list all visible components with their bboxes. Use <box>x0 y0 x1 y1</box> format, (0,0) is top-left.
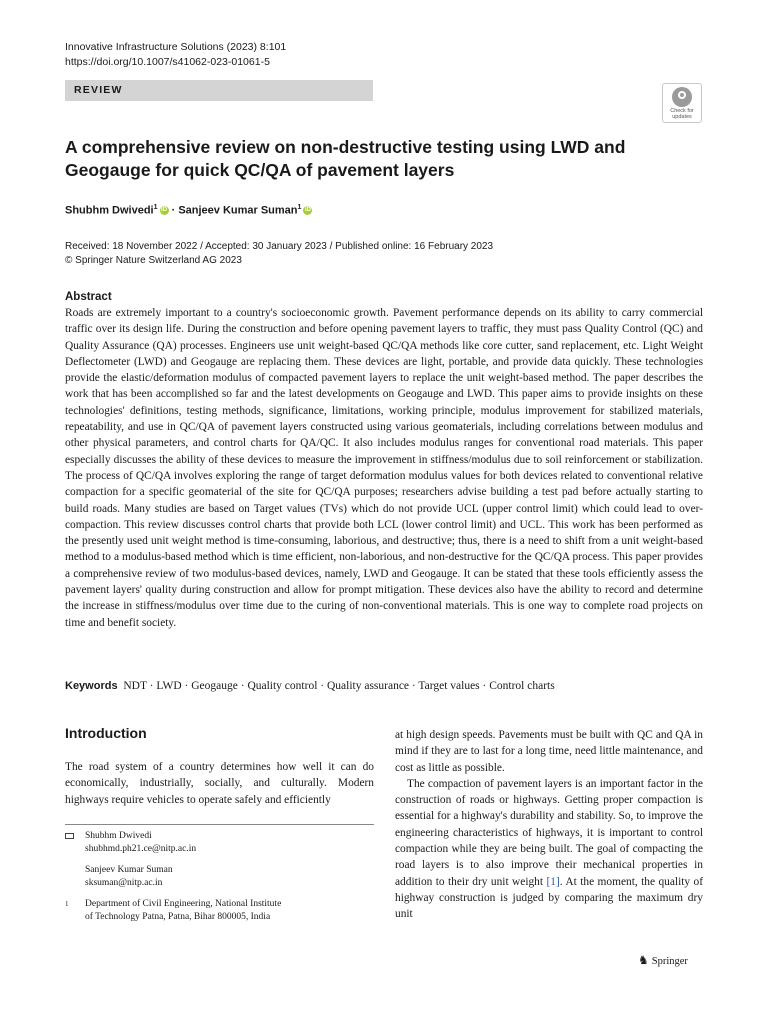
section-label: REVIEW <box>65 80 373 101</box>
publisher-logo <box>638 953 688 968</box>
footnote-divider <box>65 824 374 825</box>
copyright: © Springer Nature Switzerland AG 2023 <box>65 254 242 266</box>
affiliation-line: of Technology Patna, Patna, Bihar 800005, India <box>85 912 271 922</box>
paragraph-text: . At the moment, the quality of highway construction is judged by comparing the maximum dry unit <box>395 875 703 921</box>
author-separator: · <box>168 204 179 217</box>
intro-paragraph <box>395 776 703 923</box>
abstract-text: Roads are extremely important to a country's socioeconomic growth. Pavement performance depends on its ability to carry commercial traffic over its design life. During the construction and before opening pavement layers to traffic, they must pass Quality Control (QC) and Quality Assurance (QA) processes. Engineers use unit weight-based QC/QA methods like core cutter, sand replacement, etc. Light Weight Deflectometer (LWD) and Geogauge are replacing them. These devices are light, portable, and provide data quickly. These technologies provide the elastic/deformation modulus of compacted pavement layers to replace the unit weight-based method. The paper describes the work that has been accomplished so far and the latest developments on Geogauge and LWD. This paper aims to provide insights on these technologies' definitions, testing methods, significance, limitations, working principle, modulus improvement for stabilized materials, repeatability, and use in QC/QA of pavement layers constructed using various geomaterials, including correlations between modulus and other physical parameters, and control charts for QA/QC. It also includes modulus ranges for conventional road materials. This paper especially discusses the ability of these devices to measure the improvement in stiffness/modulus due to soil reinforcement or stabilization. The process of QC/QA involves exploring the range of target deformation modulus values for both devices related to conventional relative compaction for a specific geomaterial of the site for QC/QA purposes; researchers advise building a test pad before actually starting to build roads. Many studies are based on Target values (TVs) which do not provide UCL (upper control limit) which could lead to over-compaction. This review discusses control charts that provide both LCL (lower control limit) and UCL. This work has been performed as the presently used unit weight method is time-consuming, laborious, and destructive; thus, there is a need to shift from a unit weight-based method to a modulus-based method which is time efficient, non-laborious, and non-destructive for the QC/QA process. This paper provides a comprehensive review of two modulus-based devices, namely, LWD and Geogauge. It can be stated that these tools efficiently assess the pavement layers' quality during construction and allow for prompt mitigation. These devices also have the ability to record and determine the increase in stiffness/modulus over time due to the curing of non-conventional materials. This is one way to complete road projects on time and benefit society. <box>65 307 703 629</box>
corresponding-author-name: Shubhm Dwivedi <box>85 831 152 841</box>
left-column <box>65 725 374 808</box>
right-column <box>395 727 703 923</box>
springer-horse-icon: ♞ <box>638 953 649 967</box>
keywords-label: Keywords <box>65 680 118 692</box>
abstract-heading: Abstract <box>65 291 112 303</box>
journal-citation: Innovative Infrastructure Solutions (2023) 8:101 <box>65 41 287 53</box>
check-for-updates-badge[interactable] <box>662 83 702 123</box>
orcid-icon[interactable]: iD <box>304 207 311 214</box>
envelope-icon <box>65 833 74 839</box>
orcid-icon[interactable]: iD <box>161 207 168 214</box>
footnotes <box>65 830 374 924</box>
keywords <box>65 680 555 692</box>
doi-link[interactable]: https://doi.org/10.1007/s41062-023-01061-5 <box>65 56 270 68</box>
affiliation-mark: 1 <box>153 204 158 211</box>
citation-link[interactable]: [1] <box>546 875 560 888</box>
affiliation-mark: 1 <box>65 900 69 908</box>
introduction-heading: Introduction <box>65 725 147 741</box>
affiliation-line: Department of Civil Engineering, National Institute <box>85 899 282 909</box>
author-email[interactable]: shubhmd.ph21.ce@nitp.ac.in <box>85 844 197 854</box>
journal-meta <box>65 40 286 70</box>
publisher-name: Springer <box>651 956 688 967</box>
author-name[interactable]: Shubhm Dwivedi <box>65 204 154 217</box>
paragraph-text: The compaction of pavement layers is an important factor in the construction of roads or highways. Getting proper compaction is essential for a highway's durability and stability. So, to improve the engineering characteristics of highways, it is important to control compaction while they are being built. The goal of compacting the road layers is to also improve their mechanical properties in addition to their dry unit weight <box>395 777 703 888</box>
coauthor-name: Sanjeev Kumar Suman <box>85 865 173 875</box>
badge-text-1: Check for <box>670 108 694 114</box>
intro-paragraph: The road system of a country determines how well it can do economically, industrially, socially, and culturally. Modern highways require vehicles to operate safely and efficiently <box>65 761 374 806</box>
author-email[interactable]: sksuman@nitp.ac.in <box>85 878 163 888</box>
badge-text-2: updates <box>672 114 692 120</box>
intro-paragraph: at high design speeds. Pavements must be built with QC and QA in mind if they are to last for a long time, need little maintenance, and cost as little as possible. <box>395 729 703 774</box>
affiliation-mark: 1 <box>297 204 302 211</box>
keywords-list: NDT · LWD · Geogauge · Quality control · Quality assurance · Target values · Control charts <box>123 680 555 692</box>
author-name[interactable]: Sanjeev Kumar Suman <box>178 204 298 217</box>
publication-dates <box>65 240 493 267</box>
article-title: A comprehensive review on non-destructive testing using LWD and Geogauge for quick QC/QA of pavement layers <box>65 137 626 180</box>
update-icon <box>672 87 692 107</box>
author-list <box>65 204 312 217</box>
history-dates: Received: 18 November 2022 / Accepted: 30 January 2023 / Published online: 16 February 2023 <box>65 241 494 252</box>
